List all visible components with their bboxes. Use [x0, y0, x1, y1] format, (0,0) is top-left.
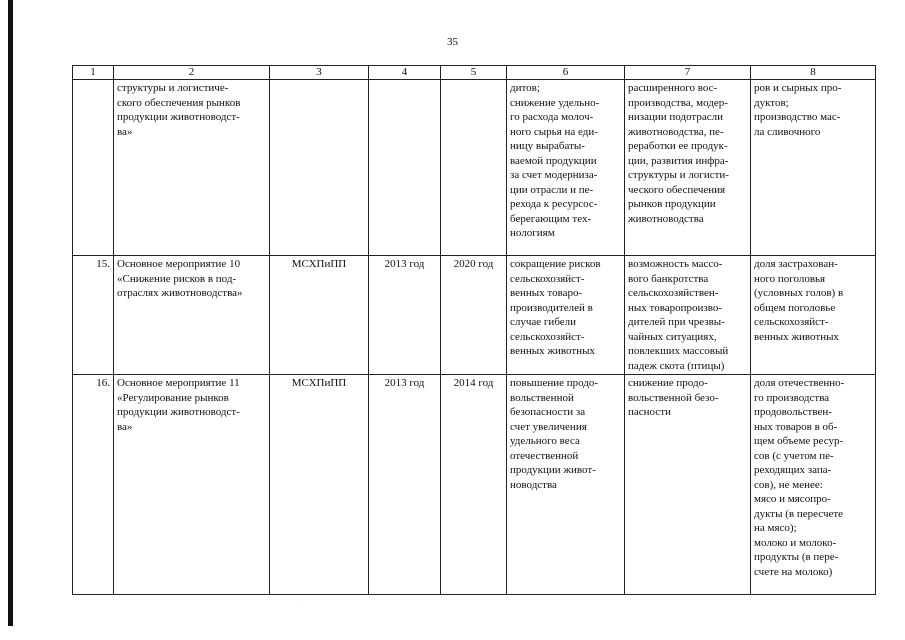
non-implementation-consequence: расширенного вос- производства, модер- низации подотрасли животноводства, пе- реработки ее продук- ции, развития инфра- структуры и логисти- ческого обеспечения рынков продукции животноводства [625, 80, 751, 256]
related-indicator: доля отечественно- го производства продовольствен- ных товаров в об- щем объеме ресур- сов (с учетом пе- реходящих запа- сов), не менее: мясо и мясопро- дукты (в пересчете на мясо); молоко и молоко- продукты (в пере- счете на молоко) [751, 375, 876, 595]
column-number-2: 2 [114, 66, 270, 80]
measure-name: Основное мероприятие 11 «Регулирование рынков продукции животноводст- ва» [114, 375, 270, 595]
table-row [73, 375, 876, 595]
related-indicator: ров и сырных про- дуктов; производство мас- ла сливочного [751, 80, 876, 256]
page-number: 35 [447, 36, 458, 48]
non-implementation-consequence: возможность массо- вого банкротства сельскохозяйствен- ных товаропроизво- дителей при чрезвы- чайных ситуациях, повлекших массовый падеж скота (птицы) [625, 256, 751, 375]
end-year: 2014 год [441, 375, 507, 595]
table-row [73, 80, 876, 256]
column-number-3: 3 [270, 66, 369, 80]
executor [270, 80, 369, 256]
expected-result: повышение продо- вольственной безопасности за счет увеличения удельного веса отечественной продукции живот- новодства [507, 375, 625, 595]
column-number-6: 6 [507, 66, 625, 80]
page-edge-bar [8, 0, 13, 626]
row-number: 15. [73, 256, 114, 375]
end-year: 2020 год [441, 256, 507, 375]
non-implementation-consequence: снижение продо- вольственной безо- пасности [625, 375, 751, 595]
executor: МСХПиПП [270, 256, 369, 375]
column-number-7: 7 [625, 66, 751, 80]
row-number: 16. [73, 375, 114, 595]
executor: МСХПиПП [270, 375, 369, 595]
expected-result: дитов; снижение удельно- го расхода молоч- ного сырья на еди- ницу вырабаты- ваемой продукции за счет модерниза- ции отрасли и пе- рехода к ресурсос- берегающим тех- нологиям [507, 80, 625, 256]
start-year: 2013 год [369, 375, 441, 595]
measure-name: структуры и логистиче- ского обеспечения рынков продукции животноводст- ва» [114, 80, 270, 256]
column-number-8: 8 [751, 66, 876, 80]
end-year [441, 80, 507, 256]
column-number-5: 5 [441, 66, 507, 80]
related-indicator: доля застрахован- ного поголовья (условных голов) в общем поголовье сельскохозяйст- венных животных [751, 256, 876, 375]
row-number [73, 80, 114, 256]
measure-name: Основное мероприятие 10 «Снижение рисков в под- отраслях животноводства» [114, 256, 270, 375]
table-header-row [73, 66, 876, 80]
start-year [369, 80, 441, 256]
scan-dot: · [300, 603, 303, 611]
column-number-1: 1 [73, 66, 114, 80]
measures-table [72, 65, 876, 595]
start-year: 2013 год [369, 256, 441, 375]
table-row [73, 256, 876, 375]
column-number-4: 4 [369, 66, 441, 80]
expected-result: сокращение рисков сельскохозяйст- венных товаро- производителей в случае гибели сельскохозяйст- венных животных [507, 256, 625, 375]
